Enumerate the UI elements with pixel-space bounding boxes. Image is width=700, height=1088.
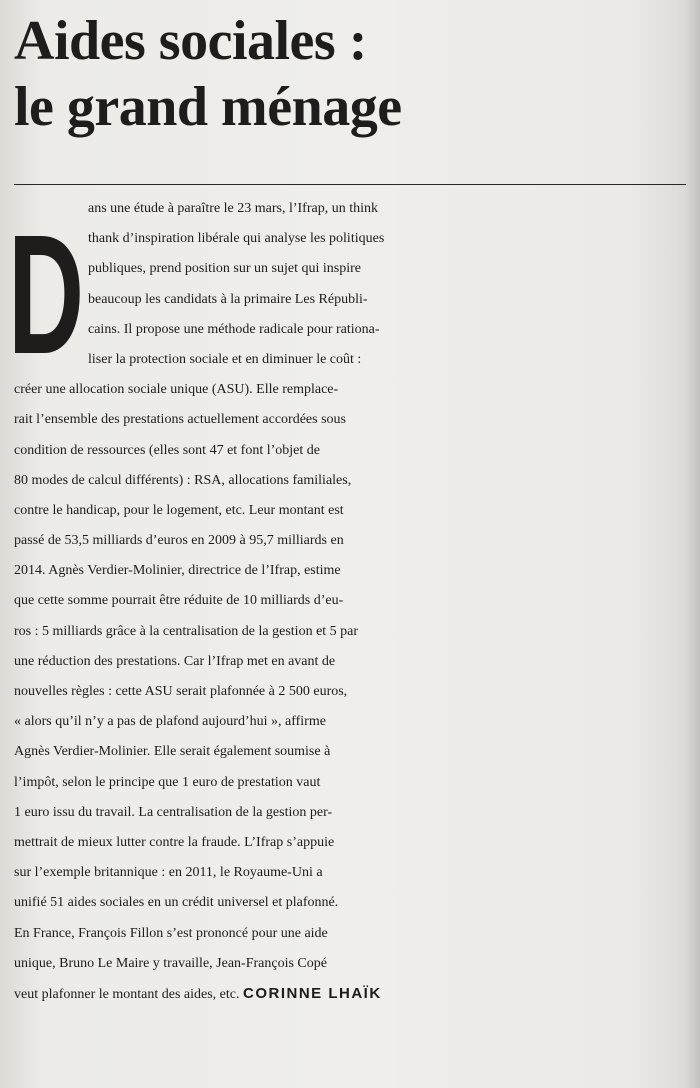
byline-author: CORINNE LHAÏK [242,984,382,1002]
body-line: ans une étude à paraître le 23 mars, l’Ifrap, un think [88,201,379,216]
headline-line-1: Aides sociales : [14,10,367,72]
body-line: une réduction des prestations. Car l’Ifrap met en avant de [14,653,336,669]
body-line-final [14,979,690,1009]
body-line: unique, Bruno Le Maire y travaille, Jean-François Copé [14,955,327,971]
body-line: beaucoup les candidats à la primaire Les Républi- [88,291,368,307]
article-headline [14,8,686,140]
body-line: que cette somme pourrait être réduite de 10 milliards d’eu- [14,593,344,609]
body-line: ros : 5 milliards grâce à la centralisation de la gestion et 5 par [14,623,359,639]
body-line: « alors qu’il n’y a pas de plafond aujourd’hui », affirme [14,714,326,730]
final-line-text: veut plafonner le montant des aides, etc. [14,986,240,1002]
body-line: publiques, prend position sur un sujet qui inspire [88,261,361,277]
body-line: contre le handicap, pour le logement, etc. Leur montant est [14,502,344,518]
body-line: 2014. Agnès Verdier-Molinier, directrice de l’Ifrap, estime [14,563,341,579]
body-line: passé de 53,5 milliards d’euros en 2009 à 95,7 milliards en [14,533,344,549]
body-line: En France, François Fillon s’est prononcé pour une aide [14,925,328,941]
headline-line-2: le grand ménage [14,76,402,138]
drop-cap-letter: D [8,200,85,390]
body-line: condition de ressources (elles sont 47 et font l’objet de [14,442,320,458]
body-line: Agnès Verdier-Molinier. Elle serait également soumise à [14,744,331,760]
body-line: nouvelles règles : cette ASU serait plafonnée à 2 500 euros, [14,684,348,699]
body-line: créer une allocation sociale unique (ASU). Elle remplace- [14,382,339,398]
headline-divider [14,184,686,185]
body-line: 80 modes de calcul différents) : RSA, allocations familiales, [14,472,352,488]
article-body [14,194,690,1009]
body-line: rait l’ensemble des prestations actuellement accordées sous [14,412,346,428]
body-line: 1 euro issu du travail. La centralisation de la gestion per- [14,804,333,820]
body-line: sur l’exemple britannique : en 2011, le Royaume-Uni a [14,865,323,881]
body-line: thank d’inspiration libérale qui analyse les politiques [88,231,385,247]
body-line: l’impôt, selon le principe que 1 euro de prestation vaut [14,774,321,790]
body-line: mettrait de mieux lutter contre la fraude. L’Ifrap s’appuie [14,834,335,850]
body-line: liser la protection sociale et en diminuer le coût : [88,351,362,367]
body-line: unifié 51 aides sociales en un crédit universel et plafonné. [14,895,339,911]
body-line: cains. Il propose une méthode radicale pour rationa- [88,321,380,337]
